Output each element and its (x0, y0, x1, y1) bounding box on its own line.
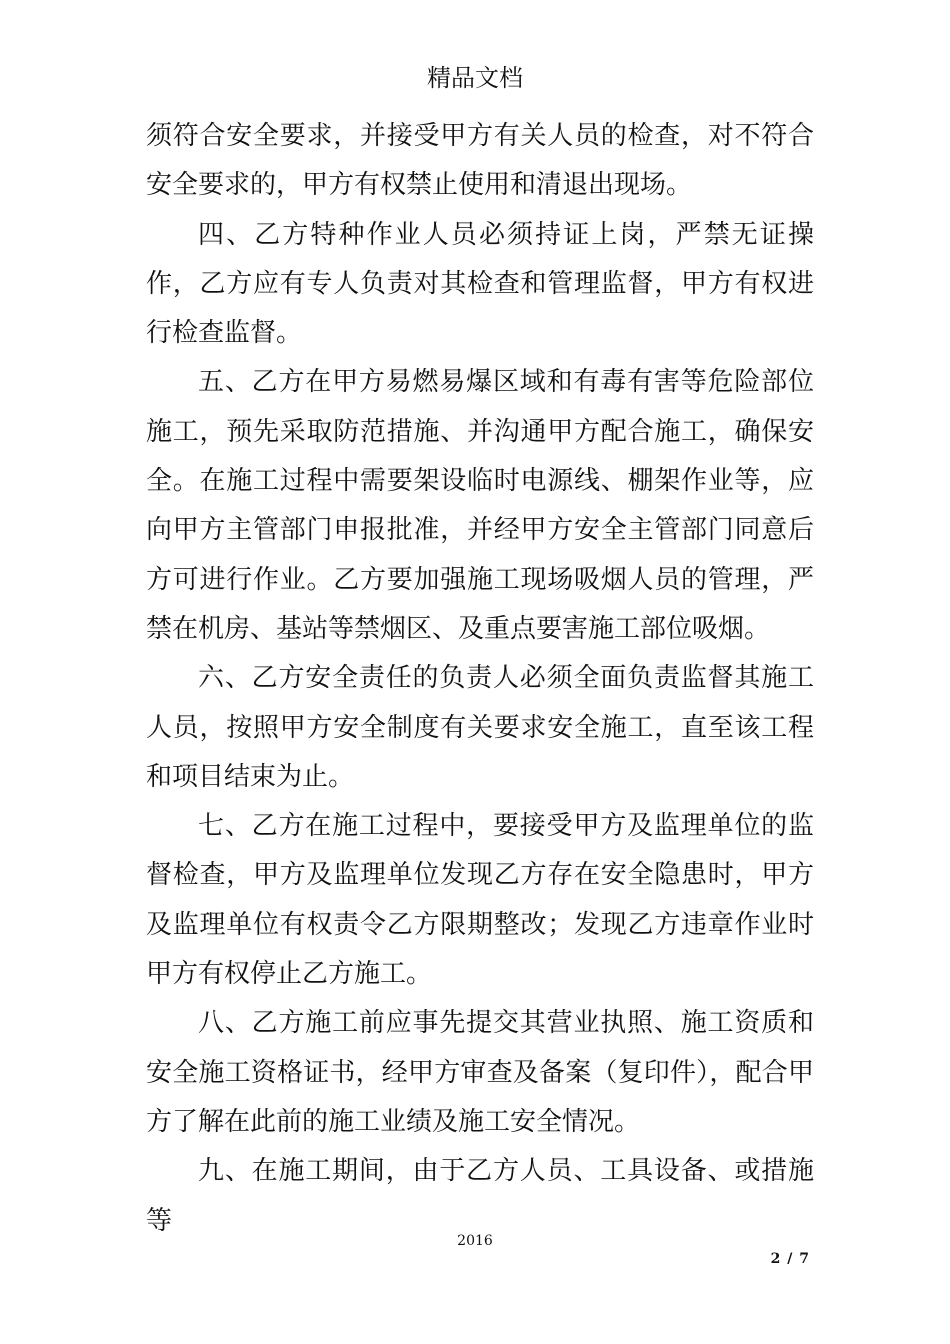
page-header-title: 精品文档 (427, 64, 523, 92)
paragraph-clause-5: 五、乙方在甲方易燃易爆区域和有毒有害等危险部位施工，预先采取防范措施、并沟通甲方配合施工，确保安全。在施工过程中需要架设临时电源线、棚架作业等，应向甲方主管部门申报批准，并经甲方安全主管部门同意后方可进行作业。乙方要加强施工现场吸烟人员的管理，严禁在机房、基站等禁烟区、及重点要害施工部位吸烟。 (146, 367, 814, 644)
paragraph-clause-7: 七、乙方在施工过程中，要接受甲方及监理单位的监督检查，甲方及监理单位发现乙方存在安全隐患时，甲方及监理单位有权责令乙方限期整改；发现乙方违章作业时甲方有权停止乙方施工。 (146, 811, 814, 990)
document-body (146, 112, 814, 1246)
paragraph-clause-4: 四、乙方特种作业人员必须持证上岗，严禁无证操作，乙方应有专人负责对其检查和管理监督，甲方有权进行检查监督。 (146, 219, 814, 349)
paragraph-clause-6: 六、乙方安全责任的负责人必须全面负责监督其施工人员，按照甲方安全制度有关要求安全施工，直至该工程和项目结束为止。 (146, 663, 814, 792)
paragraph-continuation: 须符合安全要求，并接受甲方有关人员的检查，对不符合安全要求的，甲方有权禁止使用和清退出现场。 (146, 121, 814, 201)
paragraph-clause-8: 八、乙方施工前应事先提交其营业执照、施工资质和安全施工资格证书，经甲方审查及备案（复印件），配合甲方了解在此前的施工业绩及施工安全情况。 (146, 1008, 814, 1137)
page-number: 2 / 7 (770, 1251, 810, 1267)
paragraph-clause-9: 九、在施工期间，由于乙方人员、工具设备、或措施等 (146, 1156, 814, 1236)
footer-year: 2016 (457, 1233, 493, 1249)
